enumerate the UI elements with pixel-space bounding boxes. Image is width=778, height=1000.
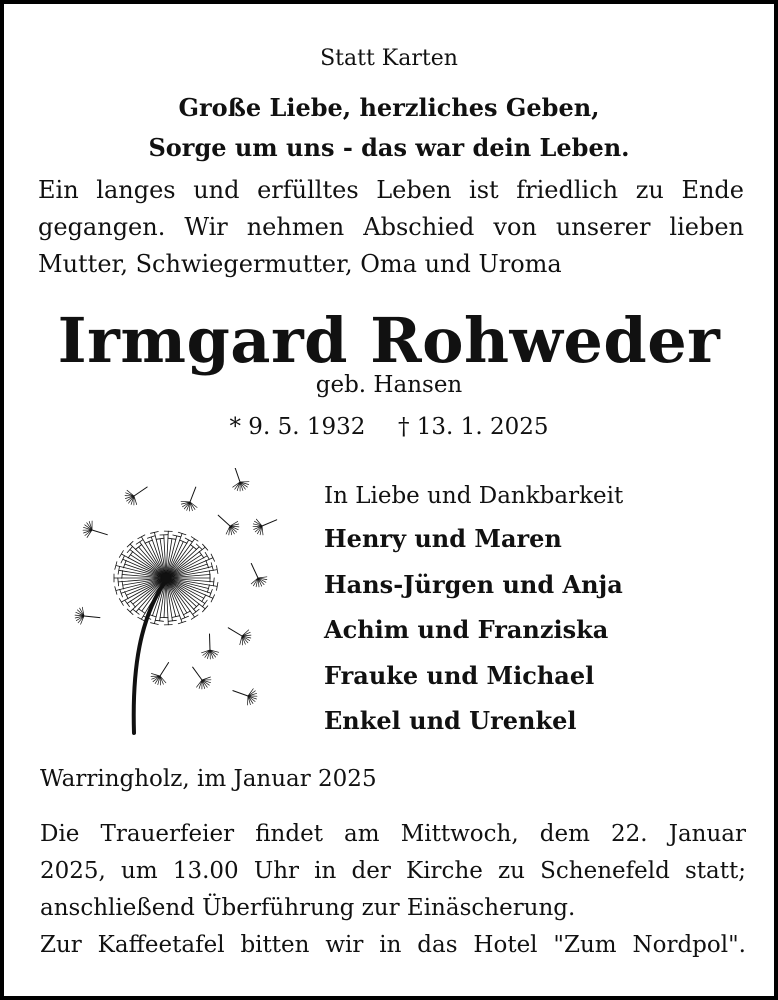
family-member: Enkel und Urenkel: [324, 706, 577, 735]
death-date: † 13. 1. 2025: [397, 414, 549, 440]
family-list: [324, 476, 744, 744]
birth-name: geb. Hansen: [315, 372, 463, 398]
poem: [4, 88, 774, 168]
service-info: [40, 816, 746, 927]
service-line-2: 2025, um 13.00 Uhr in der Kirche zu Schenefeld statt;: [40, 858, 746, 884]
poem-line-2: Sorge um uns - das war dein Leben.: [148, 133, 630, 162]
intro-line-1: Ein langes und erfülltes Leben ist friedlich zu Ende: [38, 176, 744, 204]
family-lead: In Liebe und Dankbarkeit: [324, 483, 624, 509]
service-line-1: Die Trauerfeier findet am Mittwoch, dem 22. Januar: [40, 821, 746, 847]
intro-line-3: Mutter, Schwiegermutter, Oma und Uroma: [38, 250, 562, 278]
coffee-note: Zur Kaffeetafel bitten wir in das Hotel "Zum Nordpol".: [40, 932, 746, 958]
deceased-name: Irmgard Rohweder: [57, 304, 721, 377]
intro-line-2: gegangen. Wir nehmen Abschied von unserer lieben: [38, 213, 744, 241]
statt-karten: Statt Karten: [320, 46, 458, 71]
poem-line-1: Große Liebe, herzliches Geben,: [178, 93, 600, 122]
life-dates: [4, 414, 774, 440]
service-line-3: anschließend Überführung zur Einäscherung.: [40, 895, 576, 921]
dandelion-icon: [62, 468, 294, 738]
family-member: Frauke und Michael: [324, 660, 595, 690]
birth-date: * 9. 5. 1932: [229, 414, 366, 440]
family-member: Hans-Jürgen und Anja: [324, 569, 623, 599]
family-member: Achim und Franziska: [324, 615, 609, 644]
family-member: Henry und Maren: [324, 524, 562, 553]
intro-text: [38, 172, 744, 283]
place-date: Warringholz, im Januar 2025: [40, 766, 377, 792]
